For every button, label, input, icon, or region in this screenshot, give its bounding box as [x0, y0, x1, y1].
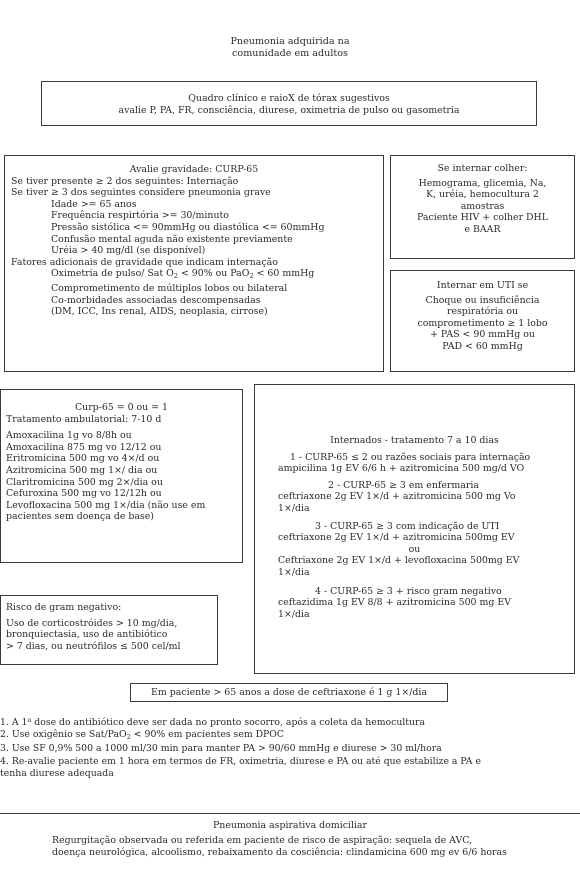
- drug-levofloxacina: Levofloxacina 500 mg 1×/dia (não use em: [6, 499, 206, 511]
- note-1: 1. A 1$^a$ dose do antibiótico deve ser dada no pronto socorro, após a coleta da hemocultura: [0, 716, 425, 728]
- group-3-or: ou: [408, 543, 421, 555]
- curp65-rule-2: Se tiver ≥ 3 dos seguintes considere pneumonia grave: [11, 187, 271, 199]
- title-line-2: comunidade em adultos: [232, 48, 348, 59]
- gram-negative-box: [0, 595, 218, 665]
- criterion-respiratory-rate: Frequência respirtória >= 30/minuto: [51, 210, 229, 222]
- drug-eritromicina: Eritromicina 500 mg vo 4×/d ou: [6, 453, 160, 465]
- criterion-age: Idade >= 65 anos: [51, 198, 137, 210]
- inpatient-title: Internados - tratamento 7 a 10 dias: [330, 435, 499, 446]
- drug-amoxacilina-1g: Amoxacilina 1g vo 8/8h ou: [6, 430, 132, 442]
- group-4-title: 4 - CURP-65 ≥ 3 + risco gram negativo: [315, 585, 502, 597]
- group-3-regimen-2: Ceftriaxone 2g EV 1×/d + levofloxacina 500mg EV: [278, 555, 520, 567]
- outpatient-subtitle: Tratamento ambulatorial: 7-10 d: [6, 413, 162, 425]
- gram-negative-line-3: > 7 dias, ou neutrófilos ≤ 500 cel/ml: [6, 640, 181, 652]
- group-2-title: 2 - CURP-65 ≥ 3 em enfermaria: [328, 479, 479, 491]
- group-2-regimen: ceftriaxone 2g EV 1×/d + azitromicina 500 mg Vo: [278, 491, 516, 503]
- additional-multilobe: Comprometimento de múltiplos lobos ou bilateral: [51, 282, 288, 294]
- collect-line-2: Hemograma, glicemia, Na,: [418, 177, 547, 189]
- aspiration-divider: [0, 813, 580, 814]
- gram-negative-line-2: bronquiectasia, uso de antibiótico: [6, 629, 168, 641]
- uti-line-3: respiratória ou: [446, 306, 519, 318]
- clinical-box: [41, 81, 537, 126]
- uti-line-4: comprometimento ≥ 1 lobo: [417, 317, 548, 329]
- collect-line-6: e BAAR: [464, 223, 501, 235]
- group-1-title: 1 - CURP-65 ≤ 2 ou razões sociais para internação: [290, 451, 531, 463]
- group-4-regimen-cont: 1×/dia: [278, 608, 310, 620]
- uti-line-6: PAD < 60 mmHg: [442, 340, 523, 352]
- clinical-line-1: Quadro clínico e raioX de tórax sugestivos: [188, 93, 390, 104]
- outpatient-title: Curp-65 = 0 ou = 1: [74, 402, 168, 413]
- group-3-title: 3 - CURP-65 ≥ 3 com indicação de UTI: [315, 520, 500, 532]
- curp65-rule-1: Se tiver presente ≥ 2 dos seguintes: Internação: [11, 175, 239, 187]
- aspiration-line-2: doença neurológica, alcoolismo, rebaixamento da cosciência: clindamicina 600 mg ev 6/6 horas: [52, 846, 507, 858]
- collect-line-4: amostras: [460, 200, 505, 212]
- additional-factors-title: Fatores adicionais de gravidade que indicam internação: [11, 256, 278, 268]
- note-4-cont: tenha diurese adequada: [0, 767, 114, 779]
- uti-line-2: Choque ou insuficiência: [425, 294, 540, 306]
- aspiration-title: Pneumonia aspirativa domiciliar: [212, 820, 368, 831]
- elderly-dose-text: Em paciente > 65 anos a dose de ceftriaxone é 1 g 1×/dia: [151, 687, 427, 698]
- criterion-urea: Uréia > 40 mg/dl (se disponível): [51, 245, 206, 257]
- gram-negative-title: Risco de gram negativo:: [6, 602, 122, 613]
- additional-oximetry: Oximetria de pulso/ Sat $O_2 < 90\%$ ou PaO$_2$ < 60 mmHg: [51, 268, 315, 281]
- drug-claritromicina: Claritromicina 500 mg 2×/dia ou: [6, 476, 163, 488]
- group-3-regimen-1: ceftriaxone 2g EV 1×/d + azitromicina 500mg EV: [278, 532, 515, 544]
- note-2: 2. Use oxigênio se Sat/PaO$_2$ < 90% em pacientes sem DPOC: [0, 729, 285, 742]
- note-3: 3. Use SF 0,9% 500 a 1000 ml/30 min para manter PA > 90/60 mmHg e diurese > 30 ml/hora: [0, 743, 442, 755]
- criterion-blood-pressure: Pressão sistólica <= 90mmHg ou diastólica <= 60mmHg: [51, 221, 325, 233]
- collect-line-5: Paciente HIV + colher DHL: [417, 212, 548, 224]
- drug-levofloxacina-note: pacientes sem doença de base): [6, 511, 154, 523]
- group-3-regimen-2-cont: 1×/dia: [278, 566, 310, 578]
- inpatient-box: [254, 384, 575, 674]
- additional-comorbidity-list: (DM, ICC, Ins renal, AIDS, neoplasia, cirrose): [51, 306, 268, 318]
- uti-line-5: + PAS < 90 mmHg ou: [430, 329, 535, 341]
- title-line-1: Pneumonia adquirida na: [230, 36, 350, 47]
- curp65-title: Avalie gravidade: CURP-65: [129, 164, 259, 175]
- drug-azitromicina: Azitromicina 500 mg 1×/ dia ou: [6, 464, 158, 476]
- elderly-dose-box: [130, 683, 448, 702]
- additional-comorbidities: Co-morbidades associadas descompensadas: [51, 294, 261, 306]
- outpatient-box: [0, 389, 243, 563]
- notes: [0, 714, 481, 780]
- note-4: 4. Re-avalie paciente em 1 hora em termos de FR, oximetria, diurese e PA ou até que estabilize a PA e: [0, 755, 481, 767]
- criterion-confusion: Confusão mental aguda não existente previamente: [51, 233, 293, 245]
- clinical-line-2: avalie P, PA, FR, consciência, diurese, oximetria de pulso ou gasometria: [118, 104, 460, 116]
- aspiration-text: [52, 835, 578, 858]
- drug-amoxacilina-875: Amoxacilina 875 mg vo 12/12 ou: [6, 441, 162, 453]
- curp65-box: [4, 155, 384, 372]
- collect-line-3: K, uréia, hemocultura 2: [426, 189, 539, 201]
- drug-cefuroxina: Cefuroxina 500 mg vo 12/12h ou: [6, 488, 162, 500]
- collect-box: [390, 155, 575, 259]
- collect-line-1: Se internar colher:: [437, 163, 528, 174]
- uti-line-1: Internar em UTI se: [436, 280, 529, 291]
- page-title: [0, 36, 580, 60]
- group-1-regimen: ampicilina 1g EV 6/6 h + azitromicina 500 mg/d VO: [278, 463, 525, 475]
- aspiration-line-1: Regurgitação observada ou referida em paciente de risco de aspiração: sequela de AVC,: [52, 835, 473, 846]
- uti-box: [390, 270, 575, 372]
- group-2-regimen-cont: 1×/dia: [278, 502, 310, 514]
- gram-negative-line-1: Uso de corticostróides > 10 mg/dia,: [6, 617, 178, 629]
- group-4-regimen: ceftazidima 1g EV 8/8 + azitromicina 500 mg EV: [278, 597, 511, 609]
